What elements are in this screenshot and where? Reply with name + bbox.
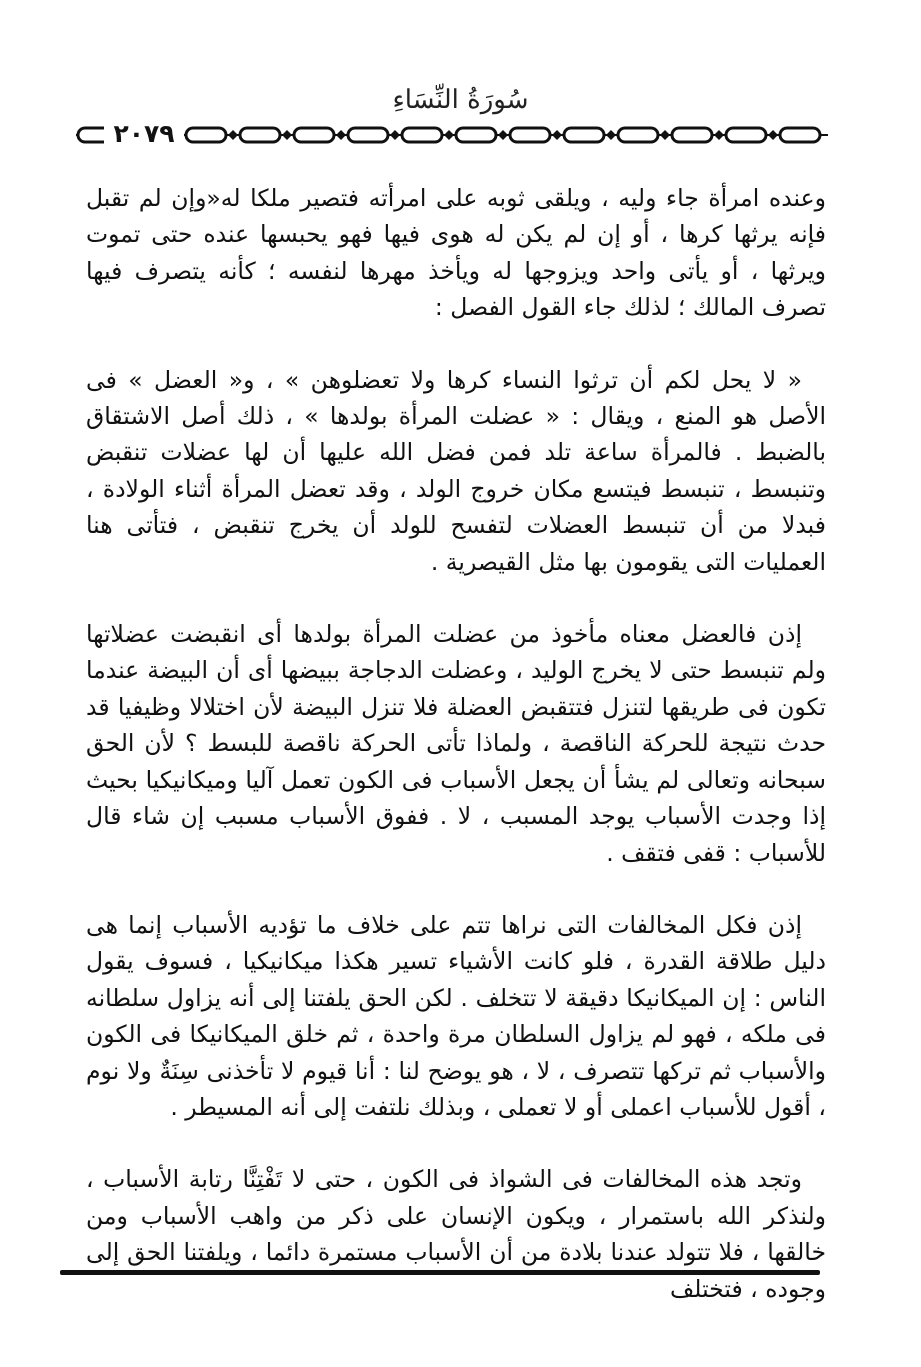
chain-link	[672, 128, 712, 142]
chain-link	[294, 128, 334, 142]
page-number: ٢٠٧٩	[104, 114, 184, 154]
chain-diamond	[282, 130, 292, 140]
chain-diamond	[714, 130, 724, 140]
chain-diamond	[444, 130, 454, 140]
paragraph-1: وعنده امرأة جاء وليه ، ويلقى ثوبه على امرأته فتصير ملكا له«وإن لم تقبل فإنه يرثها كرها ، أو إن لم يكن له هوى فيها فهو يحبسها عنده حتى تموت ويرثها ، أو يأتى واحد ويزوجها له ويأخذ مهرها لنفسه ؛ كأنه يتصرف فيها تصرف المالك ؛ لذلك جاء القول الفصل :	[86, 184, 826, 322]
chain-diamond	[606, 130, 616, 140]
chain-link	[456, 128, 496, 142]
chain-diamond	[498, 130, 508, 140]
chain-diamond	[552, 130, 562, 140]
ornamental-chain-border	[72, 118, 832, 152]
paragraph-5: وتجد هذه المخالفات فى الشواذ فى الكون ، حتى لا تَفْتِنَّا رتابة الأسباب ، ولنذكر الله باستمرار ، ويكون الإنسان على ذكر من واهب الأسباب ومن خالقها ، فلا تتولد عندنا بلادة من أن الأسباب مستمرة دائما ، ويلفتنا الحق إلى وجوده ، فتختلف	[86, 1165, 826, 1303]
chain-link	[726, 128, 766, 142]
chain-link	[240, 128, 280, 142]
chain-link	[402, 128, 442, 142]
chain-diamond	[768, 130, 778, 140]
chain-link	[186, 128, 226, 142]
chain-link	[564, 128, 604, 142]
footer-rule	[60, 1270, 820, 1275]
body-text	[86, 180, 826, 1343]
paragraph-2: « لا يحل لكم أن ترثوا النساء كرها ولا تعضلوهن » ، و« العضل » فى الأصل هو المنع ، ويقال : « عضلت المرأة بولدها » ، ذلك أصل الاشتقاق بالضبط . فالمرأة ساعة تلد فمن فضل الله عليها أن لها عضلات تنقبض وتنبسط ، تنبسط فيتسع مكان خروج الولد ، وقد تعضل المرأة أثناء الولادة ، فبدلا من أن تنبسط العضلات لتفسح للولد أن يخرج تنقبض ، فتأتى هنا العمليات التى يقومون بها مثل القيصرية .	[86, 365, 826, 576]
surah-title: سُورَةُ النِّسَاءِ	[392, 85, 529, 115]
paragraph-3: إذن فالعضل معناه مأخوذ من عضلت المرأة بولدها أى انقبضت عضلاتها ولم تنبسط حتى لا يخرج الوليد ، وعضلت الدجاجة ببيضها أى أن البيضة عندما تكون فى طريقها لتنزل فتتقبض العضلة فلا تنزل البيضة لأن اختلالا وظيفيا قد حدث نتيجة للحركة الناقصة ، ولماذا تأتى الحركة ناقصة للبسط ؟ لأن الحق سبحانه وتعالى لم يشأ أن يجعل الأسباب فى الكون تعمل آليا وميكانيكيا بحيث إذا وجدت الأسباب يوجد المسبب ، لا . ففوق الأسباب مسبب إن شاء قال للأسباب : قفى فتقف .	[86, 620, 826, 867]
chain-diamond	[390, 130, 400, 140]
chain-link	[348, 128, 388, 142]
paragraph-4: إذن فكل المخالفات التى نراها تتم على خلاف ما تؤديه الأسباب إنما هى دليل طلاقة القدرة ، فلو كانت الأشياء تسير هكذا ميكانيكيا ، فسوف يقول الناس : إن الميكانيكا دقيقة لا تتخلف . لكن الحق يلفتنا إلى أنه يزاول سلطانه فى ملكه ، فهو لم يزاول السلطان مرة واحدة ، ثم خلق الميكانيكا فى الكون والأسباب ثم تركها تتصرف ، لا ، هو يوضح لنا : أنا قيوم لا تأخذنى سِنَةٌ ولا نوم ، أقول للأسباب اعملى أو لا تعملى ، وبذلك نلتفت إلى أنه المسيطر .	[86, 910, 826, 1121]
chain-diamond	[660, 130, 670, 140]
chain-link	[780, 128, 820, 142]
chain-link	[618, 128, 658, 142]
chain-diamond	[228, 130, 238, 140]
chain-link	[510, 128, 550, 142]
chain-diamond	[336, 130, 346, 140]
